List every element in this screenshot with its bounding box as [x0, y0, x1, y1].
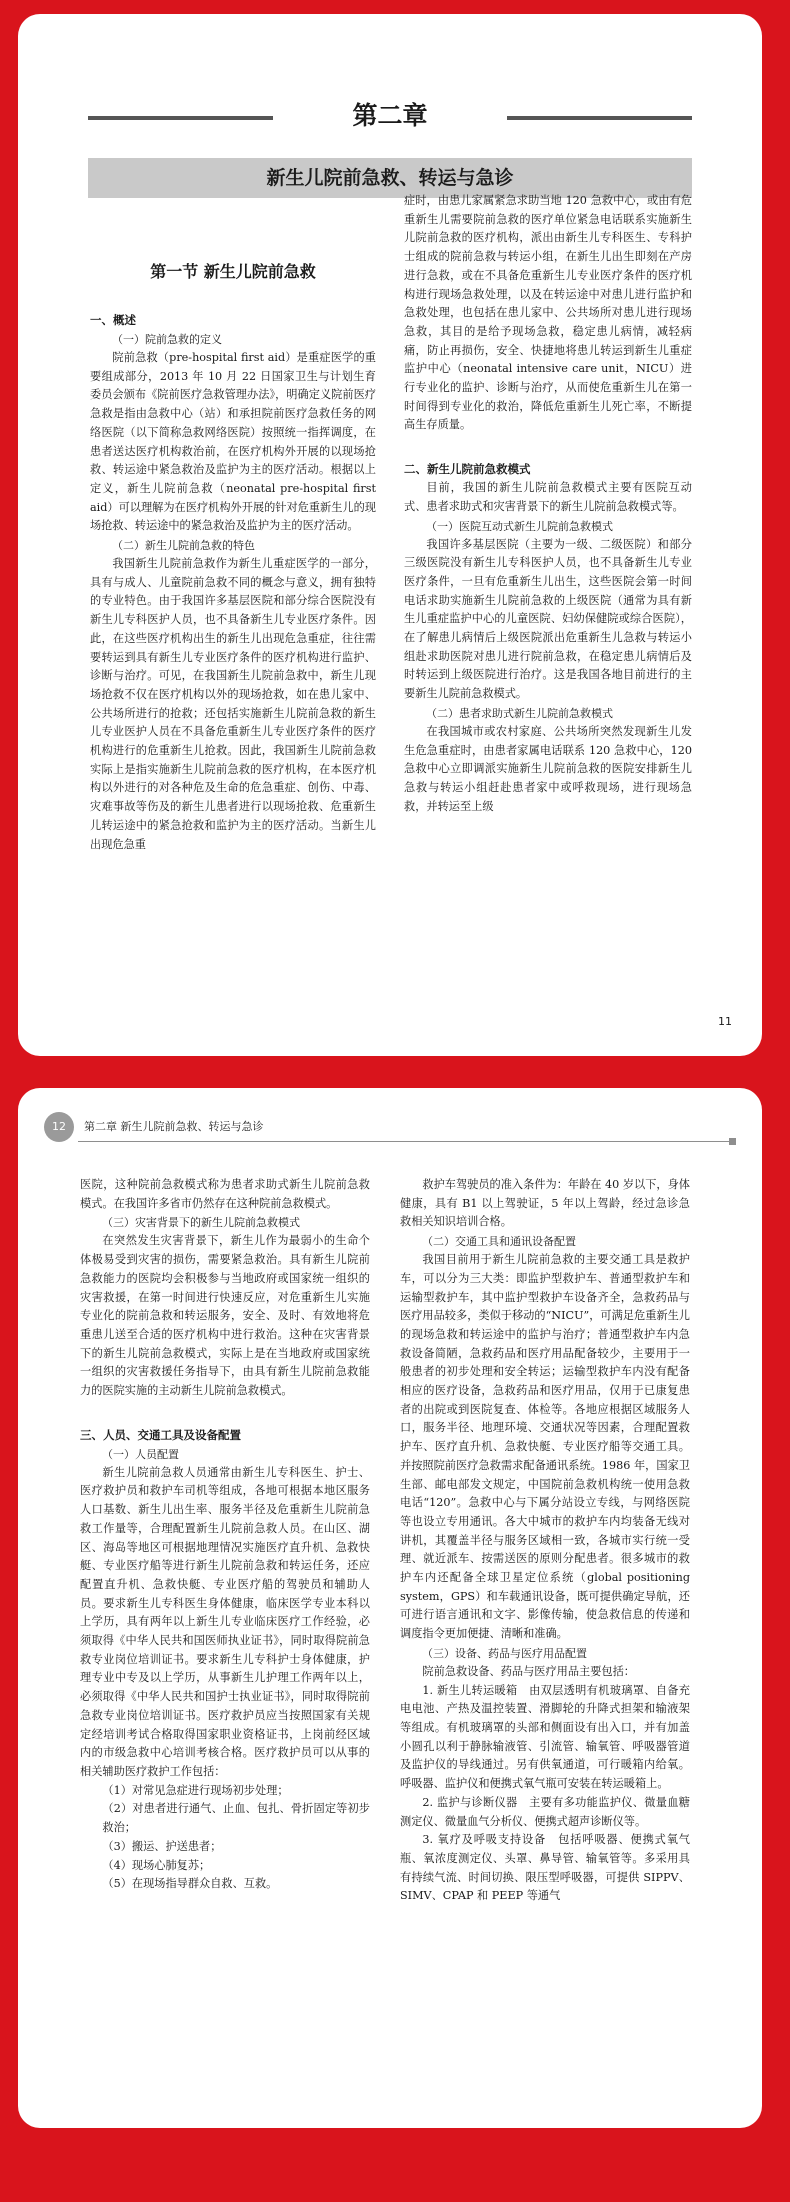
heading-modes: 二、新生儿院前急救模式 [404, 462, 531, 477]
heading-overview: 一、概述 [90, 313, 136, 327]
page12-left-column [80, 1176, 370, 1894]
list-item: （5）在现场指导群众自救、互救。 [102, 1877, 278, 1891]
page-11 [18, 14, 762, 1056]
paragraph: 在突然发生灾害背景下，新生儿作为最弱小的生命个体极易受到灾害的损伤，需要紧急救治。具有新生儿院前急救能力的医院均会积极参与当地政府或国家统一组织的灾害救援，在第一时间进行快速反应，对危重新生儿实施专业化的院前急救和转运服务，安全、及时、有效地将危重患儿送至合适的医疗机构中进行救治。这种在灾害背景下的新生儿院前急救模式，实际上是在当地政府或国家统一组织的灾害救援任务指导下，由具有新生儿院前急救能力的医院实施的主动新生儿院前急救模式。 [80, 1234, 370, 1398]
heading-staff-equipment: 三、人员、交通工具及设备配置 [80, 1427, 241, 1442]
heading-hospital-mode: （一）医院互动式新生儿院前急救模式 [426, 519, 613, 533]
heading-features: （二）新生儿院前急救的特色 [112, 539, 255, 553]
paragraph: 在我国城市或农村家庭、公共场所突然发现新生儿发生危急重症时，由患者家属电话联系 120 急救中心，120 急救中心立即调派实施新生儿院前急救的医院安排新生儿急救与转运小组赶赴患者家中或呼救现场，进行现场急救，并转运至上级 [404, 724, 692, 813]
paragraph: 我国目前用于新生儿院前急救的主要交通工具是救护车，可以分为三大类：即监护型救护车、普通型救护车和运输型救护车，其中监护型救护车设备齐全，急救药品与医疗用品较多，类似于移动的“NICU”，可满足危重新生儿的现场急救和转运途中的监护与治疗；普通型救护车内急救设备简陋，急救药品和医疗用品配备较少，主要用于一般患者的初步处理和安全转运；运输型救护车内没有配备相应的医疗设备，急救药品和医疗用品，仅用于已康复患者的出院或到医院复查、体检等。各地应根据区域服务人口，服务半径、地理环境、交通状况等因素，合理配置救护车、医疗直升机、急救快艇、专业医疗船等交通工具。并按照院前医疗急救需求配备通讯系统。1986 年，国家卫生部、邮电部发文规定，中国院前急救机构统一使用急救电话“120”。急救中心与下属分站设立专线，与网络医院等也设立专用通讯。各大中城市的救护车内均装备无线对讲机，其覆盖半径与服务区域相一致，各城市实行统一受理、就近派车、按需送医的原则分配患者。很多城市的救护车内还配备全球卫星定位系统（global positioning system，GPS）和车载通讯设备，既可提供确定导航，还可进行语言通讯和文字、影像传输，使急救信息的传递和调度指令更加便捷、清晰和准确。 [400, 1253, 690, 1641]
paragraph: 我国许多基层医院（主要为一级、二级医院）和部分三级医院没有新生儿专科医护人员，也不具备新生儿专业医疗条件，一旦有危重新生儿出生，这些医院会第一时间电话求助实施新生儿院前急救的上级医院（通常为具有新生儿重症监护中心的儿童医院、妇幼保健院或综合医院），在了解患儿病情后上级医院派出危重新生儿急救与转运小组赴求助医院对患儿进行院前急救，在稳定患儿病情后及时转运到上级医院进行治疗。这是我国各地目前进行的主要新生儿院前急救模式。 [404, 537, 692, 701]
heading-disaster-mode: （三）灾害背景下的新生儿院前急救模式 [102, 1216, 300, 1230]
heading-equipment: （三）设备、药品与医疗用品配置 [422, 1646, 587, 1660]
paragraph: 院前急救（pre-hospital first aid）是重症医学的重要组成部分，2013 年 10 月 22 日国家卫生与计划生育委员会颁布《院前医疗急救管理办法》，明确定义院前医疗急救是指由急救中心（站）和承担院前医疗急救任务的网络医院（以下简称急救网络医院）按照统一指挥调度，在患者送达医疗机构救治前，在医疗机构外开展的以现场抢救、转运途中紧急救治及监护为主的医疗活动。根据以上定义，新生儿院前急救（neonatal pre-hospital first aid）可以理解为在医疗机构外开展的针对危重新生儿的现场抢救、转运途中的紧急救治及监护为主的医疗活动。 [90, 351, 376, 533]
heading-definition: （一）院前急救的定义 [112, 333, 222, 346]
heading-personnel: （一）人员配置 [102, 1447, 179, 1461]
list-item: （3）搬运、护送患者； [102, 1839, 222, 1853]
running-title: 第二章 新生儿院前急救、转运与急诊 [84, 1120, 264, 1133]
paragraph: 医院，这种院前急救模式称为患者求助式新生儿院前急救模式。在我国许多省市仍然存在这种院前急救模式。 [80, 1178, 370, 1210]
header-rule-marker [729, 1138, 736, 1145]
list-item: （4）现场心肺复苏； [102, 1858, 211, 1872]
paragraph: 2. 监护与诊断仪器 主要有多功能监护仪、微量血糖测定仪、微量血气分析仪、便携式超声诊断仪等。 [400, 1795, 690, 1828]
chapter-title: 第二章 [352, 101, 428, 130]
paragraph: 3. 氧疗及呼吸支持设备 包括呼吸器、便携式氧气瓶、氧浓度测定仪、头罩、鼻导管、输氧管等。多采用具有持续气流、时间切换、限压型呼吸器，可提供 SIPPV、SIMV、CPAP 和 PEEP 等通气 [400, 1833, 690, 1903]
paragraph: 新生儿院前急救人员通常由新生儿专科医生、护士、医疗救护员和救护车司机等组成，各地可根据本地区服务人口基数、新生儿出生率、服务半径及危重新生儿院前急救工作量等，合理配置新生儿院前急救人员。在山区、湖区、海岛等地区可根据地理情况实施医疗直升机、急救快艇、专业医疗船等进行新生儿院前急救和转运任务，还应配置直升机、急救快艇、专业医疗船的驾驶员和辅助人员。要求新生儿专科医生身体健康，临床医学专业本科以上学历，具有两年以上新生儿专业临床医疗工作经验，必须取得《中华人民共和国医师执业证书》，同时取得院前急救专业岗位培训证书。要求新生儿专科护士身体健康，护理专业中专及以上学历，从事新生儿护理工作两年以上，必须取得《中华人民共和国护士执业证书》，同时取得院前急救专业岗位培训证书。医疗救护员应当按照国家有关规定经培训考试合格取得国家职业资格证书，上岗前经区域内的市级急救中心培训考核合格。医疗救护员可以从事的相关辅助医疗救护工作包括： [80, 1465, 370, 1778]
paragraph: 院前急救设备、药品与医疗用品主要包括： [422, 1664, 635, 1678]
section-title: 第一节 新生儿院前急救 [150, 262, 316, 281]
paragraph: 1. 新生儿转运暖箱 由双层透明有机玻璃罩、自备充电电池、产热及温控装置、滑脚轮的升降式担架和输液架等组成。有机玻璃罩的头部和侧面设有出入口，并有加盖小圆孔以利于静脉输液管、引流管、输氧管、呼吸器管道及监护仪的导线通过。另有供氧通道，可行暖箱内给氧。呼吸器、监护仪和便携式氧气瓶可安装在转运暖箱上。 [400, 1683, 690, 1791]
running-header [44, 1112, 736, 1146]
paragraph: 症时，由患儿家属紧急求助当地 120 急救中心，或由有危重新生儿需要院前急救的医疗单位紧急电话联系实施新生儿院前急救的医疗机构，派出由新生儿专科医生、专科护士组成的院前急救与转运小组，在新生儿出生即刻在产房进行急救，或在不具备危重新生儿专业医疗条件的医疗机构进行现场急救处理，以及在转运途中对患儿进行监护和急救处理，也包括在患儿家中、公共场所对患儿进行现场急救，其目的是给予现场急救，稳定患儿病情，减轻病痛，防止再损伤，安全、快捷地将患儿转运到新生儿重症监护中心（neonatal intensive care unit，NICU）进行专业化的监护、诊断与治疗，从而使危重新生儿在第一时间得到专业化的救治，降低危重新生儿死亡率，不断提高生存质量。 [404, 194, 692, 432]
paragraph: 我国新生儿院前急救作为新生儿重症医学的一部分，具有与成人、儿童院前急救不同的概念与意义，拥有独特的专业特色。由于我国许多基层医院和部分综合医院没有新生儿专科医护人员，也不具备新生儿专业医疗条件。因此，在这些医疗机构出生的新生儿出现危急重症，往往需要转运到具有新生儿专业医疗条件的医疗机构进行监护、诊断与治疗。可见，在我国新生儿院前急救中，新生儿现场抢救不仅在医疗机构以外的现场抢救，如在患儿家中、公共场所进行的抢救；还包括实施新生儿院前急救的新生儿专业医护人员在不具备危重新生儿专业医疗条件的医疗机构进行的危重新生儿抢救。因此，我国新生儿院前急救实际上是指实施新生儿院前急救的医疗机构，在本医疗机构以外进行的对各种危及生命的危急重症、创伤、中毒、灾难事故等伤及的新生儿患者进行以现场抢救、危重新生儿转运途中的紧急抢救和监护为主的医疗活动。当新生儿出现危急重 [90, 557, 376, 851]
paragraph: 救护车驾驶员的准入条件为：年龄在 40 岁以下，身体健康，具有 B1 以上驾驶证，5 年以上驾龄，经过急诊急救相关知识培训合格。 [400, 1178, 690, 1229]
heading-patient-mode: （二）患者求助式新生儿院前急救模式 [426, 706, 613, 720]
header-rule [78, 1141, 736, 1142]
chapter-heading [88, 98, 692, 134]
page-number-badge: 12 [44, 1112, 74, 1142]
page-12 [18, 1088, 762, 2128]
page12-right-column [400, 1176, 690, 1906]
list-item: （2）对患者进行通气、止血、包扎、骨折固定等初步救治； [102, 1802, 370, 1835]
chapter-subtitle: 新生儿院前急救、转运与急诊 [88, 158, 692, 198]
list-item: （1）对常见急症进行现场初步处理； [102, 1783, 289, 1797]
heading-transport: （二）交通工具和通讯设备配置 [422, 1235, 576, 1249]
page-number: 11 [718, 1015, 732, 1028]
page11-left-column [90, 222, 376, 854]
paragraph: 目前，我国的新生儿院前急救模式主要有医院互动式、患者求助式和灾害背景下的新生儿院前急救模式等。 [404, 481, 692, 513]
page11-right-column [404, 192, 692, 816]
